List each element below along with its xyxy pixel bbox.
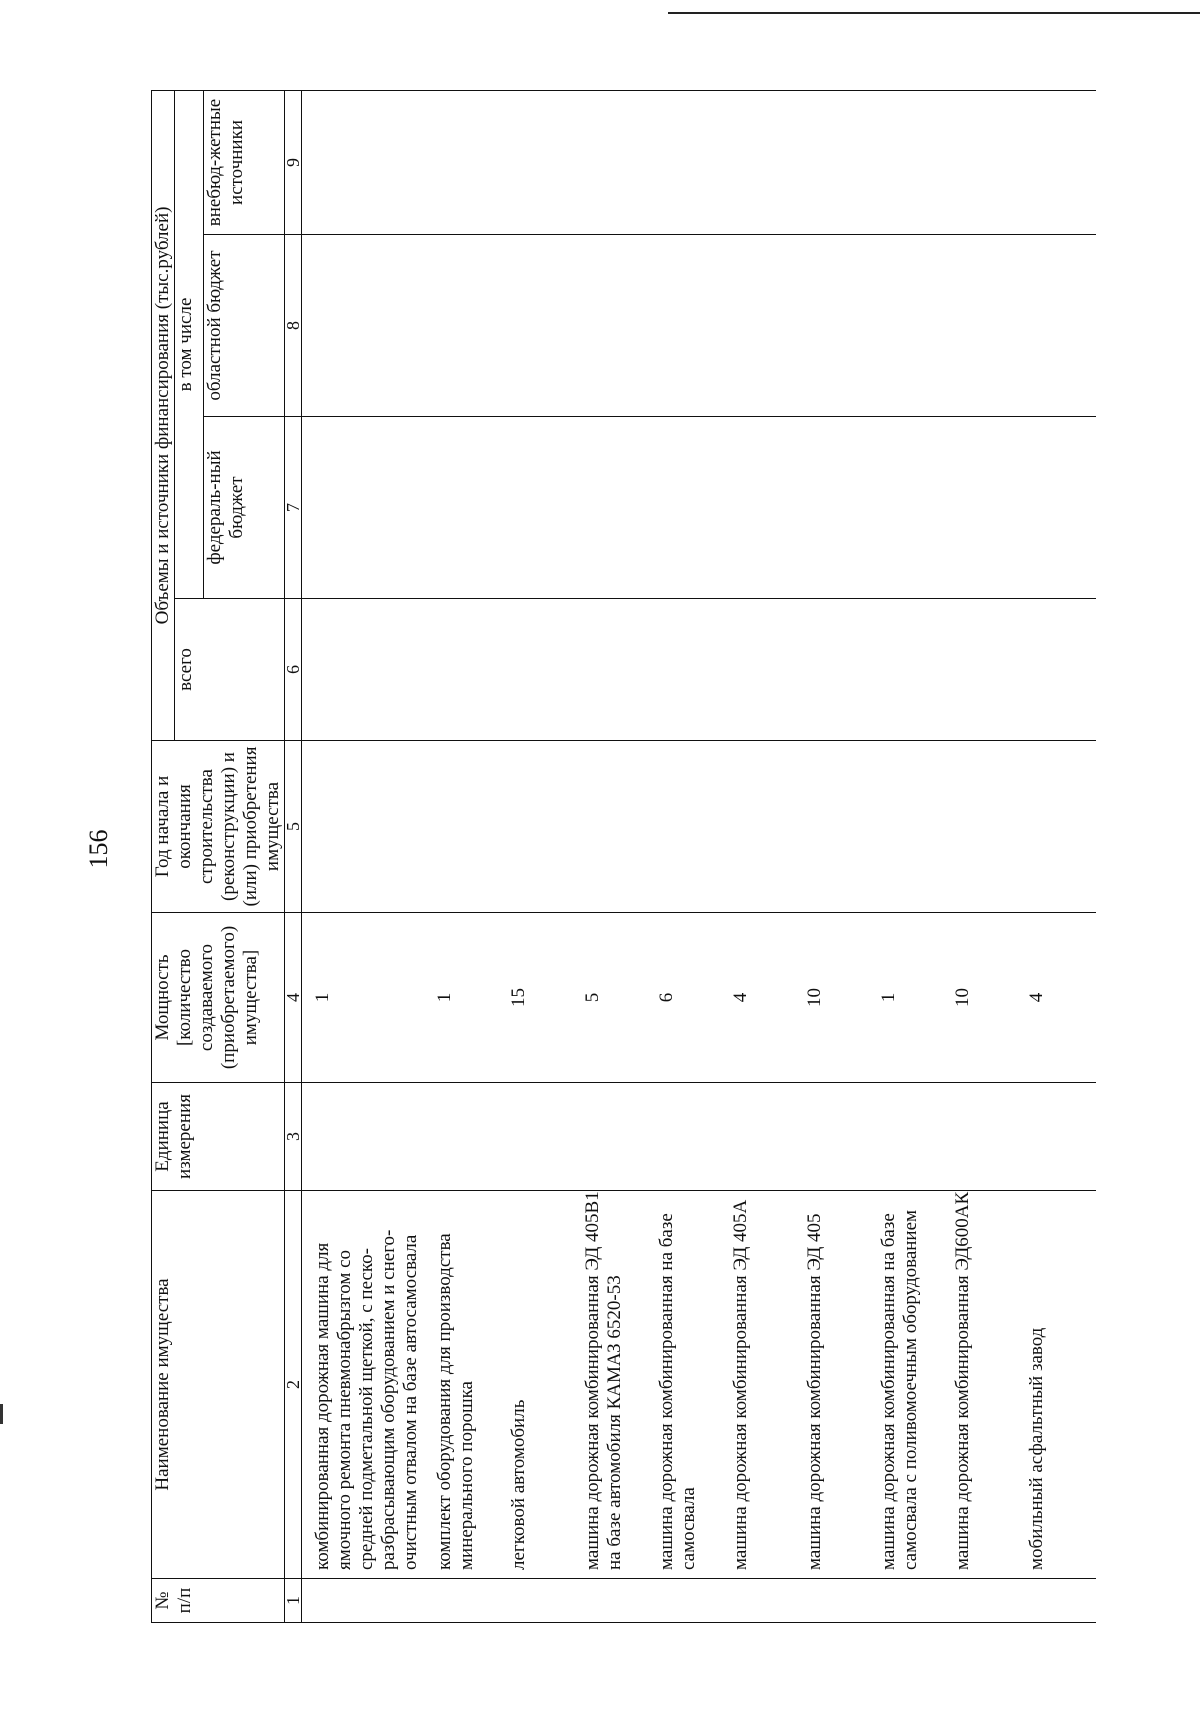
- header-regional: областной бюджет: [204, 235, 285, 417]
- item-name: комплект оборудования для производства минерального порошка: [430, 1191, 504, 1579]
- header-name: Наименование имущества: [152, 1191, 285, 1579]
- header-capacity: Мощность [количество создаваемого (приобретаемого) имущества]: [152, 913, 285, 1083]
- item-quantity: 4: [1022, 913, 1096, 1083]
- table-row: [1022, 90, 1096, 1622]
- item-name: комбинированная дорожная машина для ямочного ремонта пневмонабрызгом со средней подметальной щеткой, с песко-разбрасывающим оборудованием и снего-очистным отвалом на базе автосамосвала: [302, 1191, 431, 1579]
- table-row: [578, 90, 652, 1622]
- item-quantity: 6: [652, 913, 726, 1083]
- header-unit: Единица измерения: [152, 1083, 285, 1191]
- item-name: мобильный асфальтный завод: [1022, 1191, 1096, 1579]
- header-num: № п/п: [152, 1579, 285, 1623]
- item-name: легковой автомобиль: [504, 1191, 578, 1579]
- table-row: [948, 90, 1022, 1622]
- column-number: 3: [285, 1083, 302, 1191]
- item-name: машина дорожная комбинированная на базе самосвала с поливомоечным оборудованием: [874, 1191, 948, 1579]
- table-row: [302, 90, 431, 1622]
- item-quantity: 1: [874, 913, 948, 1083]
- property-table: [151, 90, 1096, 1623]
- column-number: 5: [285, 741, 302, 913]
- header-total: всего: [175, 599, 285, 741]
- column-number: 9: [285, 90, 302, 234]
- item-name: машина дорожная комбинированная ЭД600АК: [948, 1191, 1022, 1579]
- item-quantity: 10: [800, 913, 874, 1083]
- item-quantity: 1: [302, 913, 431, 1083]
- table-row: [800, 90, 874, 1622]
- item-quantity: 5: [578, 913, 652, 1083]
- table-row: [726, 90, 800, 1622]
- column-number: 2: [285, 1191, 302, 1579]
- column-number: 4: [285, 913, 302, 1083]
- item-name: машина дорожная комбинированная на базе самосвала: [652, 1191, 726, 1579]
- page-number: 156: [84, 829, 113, 869]
- item-quantity: 15: [504, 913, 578, 1083]
- column-number: 1: [285, 1579, 302, 1623]
- header-federal: федераль-ный бюджет: [204, 417, 285, 599]
- table-row: [652, 90, 726, 1622]
- header-funding: Объемы и источники финансирования (тыс.рублей): [152, 90, 175, 740]
- item-quantity: 1: [430, 913, 504, 1083]
- header-extrabudget: внебюд-жетные источники: [204, 90, 285, 234]
- table-row: [504, 90, 578, 1622]
- column-number: 8: [285, 235, 302, 417]
- column-number: 7: [285, 417, 302, 599]
- item-quantity: 10: [948, 913, 1022, 1083]
- item-name: машина дорожная комбинированная ЭД 405А: [726, 1191, 800, 1579]
- header-years: Год начала и окончания строительства (реконструкции) и (или) приобретения имущества: [152, 741, 285, 913]
- table-row: [430, 90, 504, 1622]
- item-name: машина дорожная комбинированная ЭД 405В1 на базе автомобиля КАМАЗ 6520-53: [578, 1191, 652, 1579]
- header-in-that: в том числе: [175, 90, 204, 598]
- column-number: 6: [285, 599, 302, 741]
- item-quantity: 4: [726, 913, 800, 1083]
- table-row: [874, 90, 948, 1622]
- item-name: машина дорожная комбинированная ЭД 405: [800, 1191, 874, 1579]
